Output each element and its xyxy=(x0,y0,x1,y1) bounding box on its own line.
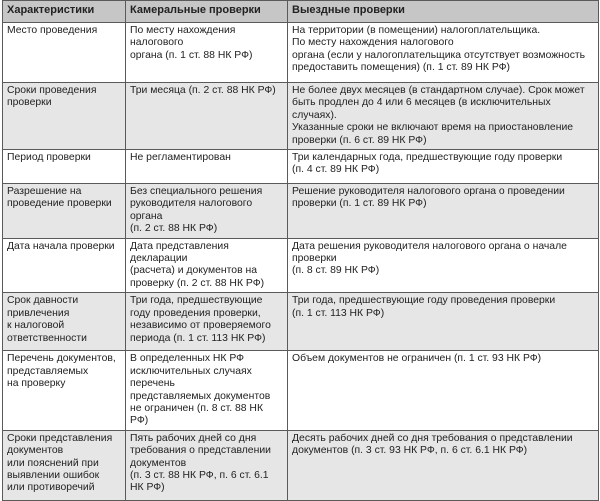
cell-desk xyxy=(126,150,288,184)
cell-field xyxy=(288,23,599,83)
cell-desk xyxy=(126,23,288,83)
characteristic-text: Период проверки xyxy=(7,152,91,164)
field-text: Три года, предшествующие году проведения проверки (п. 1 ст. 113 НК РФ) xyxy=(292,295,556,319)
comparison-table xyxy=(2,0,599,501)
field-text: Десять рабочих дней со дня требования о представлении документов (п. 3 ст. 93 НК РФ, п. 6 ст. 6.1 НК РФ) xyxy=(292,432,573,457)
cell-field xyxy=(288,351,599,430)
cell-characteristic xyxy=(3,351,126,430)
characteristic-text: Место проведения xyxy=(7,25,98,36)
characteristic-text: Срок давности привлечения к налоговой ответственности xyxy=(7,295,87,344)
characteristic-text: Сроки проведения проверки xyxy=(7,85,97,109)
characteristic-text: Разрешение на проведение проверки xyxy=(7,186,112,210)
table-row-period xyxy=(3,150,599,184)
cell-field xyxy=(288,150,599,184)
cell-characteristic xyxy=(3,184,126,239)
characteristic-text: Перечень документов, представляемых на проверку xyxy=(7,353,116,390)
cell-field xyxy=(288,83,599,150)
field-text: Дата решения руководителя налогового органа о начале проверки (п. 8 ст. 89 НК РФ) xyxy=(292,240,567,277)
cell-characteristic xyxy=(3,238,126,293)
header-field-audits: Выездные проверки xyxy=(288,1,599,23)
cell-characteristic xyxy=(3,150,126,184)
field-text: Решение руководителя налогового органа о проведении проверки (п. 1 ст. 89 НК РФ) xyxy=(292,186,565,210)
desk-text: Без специального решения руководителя налогового органа (п. 2 ст. 88 НК РФ) xyxy=(130,186,263,235)
cell-characteristic xyxy=(3,23,126,83)
desk-text: Пять рабочих дней со дня требования о представлении документов (п. 3 ст. 88 НК РФ, п. 6 ст. 6.1 НК РФ) xyxy=(130,432,271,494)
characteristic-text: Сроки представления документов или пояснений при выявлении ошибок или противоречий xyxy=(7,432,113,494)
field-text: На территории (в помещении) налогоплательщика. По месту нахождения налогового органа (если у налогоплательщика отсутствует возможность предоставить помещения) (п. 1 ст. 89 НК РФ) xyxy=(292,25,586,74)
table-row-terms xyxy=(3,83,599,150)
desk-text: Не регламентирован xyxy=(130,152,231,164)
field-text: Не более двух месяцев (в стандартном случае). Срок может быть продлен до 4 или 6 месяцев (в исключительных случаях). Указанные сроки не включают время на приостановление проверки (п. 6 ст. 89 НК РФ) xyxy=(292,85,585,146)
desk-text: В определенных НК РФ исключительных случаях перечень представляемых документов не ограничен (п. 8 ст. 88 НК РФ) xyxy=(130,353,271,427)
cell-desk xyxy=(126,83,288,150)
cell-field xyxy=(288,184,599,239)
table-row-limitation xyxy=(3,293,599,351)
field-text: Объем документов не ограничен (п. 1 ст. 93 НК РФ) xyxy=(292,353,542,365)
header-desk-audits: Камеральные проверки xyxy=(126,1,288,23)
cell-desk xyxy=(126,351,288,430)
cell-characteristic xyxy=(3,430,126,500)
field-text: Три календарных года, предшествующие году проверки (п. 4 ст. 89 НК РФ) xyxy=(292,152,563,176)
cell-desk xyxy=(126,184,288,239)
cell-desk xyxy=(126,430,288,500)
cell-field xyxy=(288,430,599,500)
desk-text: По месту нахождения налогового органа (п. 1 ст. 88 НК РФ) xyxy=(130,25,253,61)
desk-text: Три месяца (п. 2 ст. 88 НК РФ) xyxy=(130,85,276,96)
table-row-deadlines xyxy=(3,430,599,500)
table-header-row xyxy=(3,1,599,23)
cell-field xyxy=(288,293,599,351)
cell-characteristic xyxy=(3,293,126,351)
header-characteristics: Характеристики xyxy=(3,1,126,23)
table-row-start-date xyxy=(3,238,599,293)
table-row-place xyxy=(3,23,599,83)
cell-characteristic xyxy=(3,83,126,150)
table-row-documents xyxy=(3,351,599,430)
desk-text: Три года, предшествующие году проведения проверки, независимо от проверяемого периода (п. 1 ст. 113 НК РФ) xyxy=(130,295,271,344)
characteristic-text: Дата начала проверки xyxy=(7,240,115,252)
cell-desk xyxy=(126,293,288,351)
desk-text: Дата представления декларации (расчета) и документов на проверку (п. 2 ст. 88 НК РФ) xyxy=(130,240,265,289)
cell-field xyxy=(288,238,599,293)
cell-desk xyxy=(126,238,288,293)
table-row-permission xyxy=(3,184,599,239)
